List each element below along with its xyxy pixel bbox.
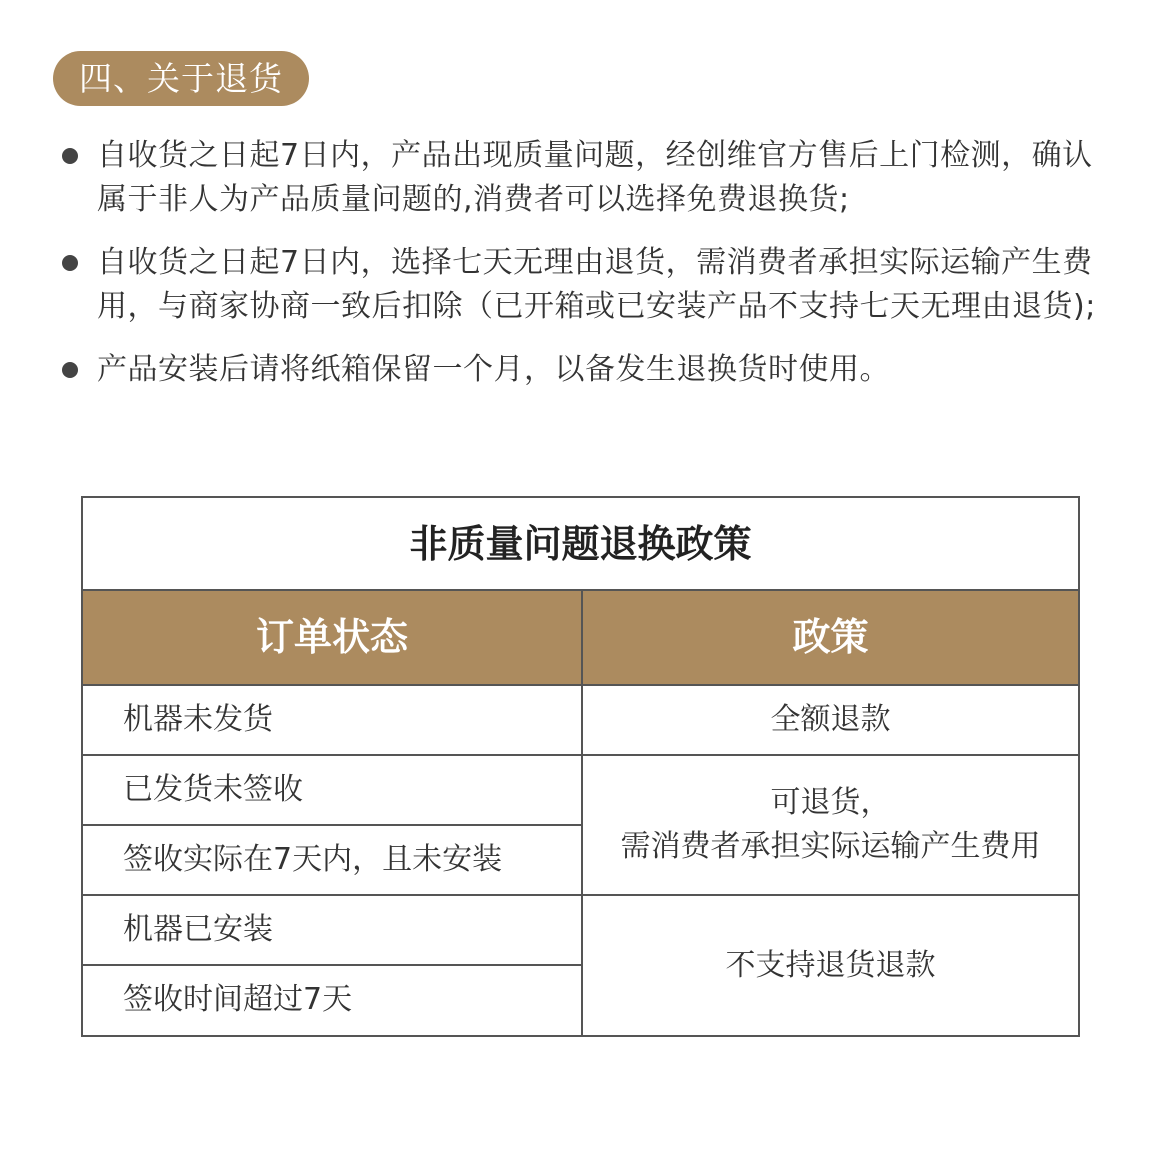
return-policy-list <box>60 134 1100 411</box>
table-cell-status: 签收时间超过7天 <box>123 982 353 1017</box>
policy-line: 全额退款 <box>770 702 891 737</box>
list-item <box>60 348 1100 392</box>
list-item-text: 自收货之日起7日内，选择七天无理由退货，需消费者承担实际运输产生费用，与商家协商一致后扣除（已开箱或已安装产品不支持七天无理由退货); <box>97 245 1096 324</box>
table-cell-policy <box>583 896 1078 1035</box>
table-cell-status: 签收实际在7天内，且未安装 <box>83 826 581 896</box>
table-cell-status: 已发货未签收 <box>83 756 581 826</box>
table-cell-status: 机器未发货 <box>83 686 581 756</box>
list-item-text: 产品安装后请将纸箱保留一个月，以备发生退换货时使用。 <box>97 352 890 387</box>
list-item <box>60 241 1100 329</box>
list-item <box>60 134 1100 222</box>
section-title: 四、关于退货 <box>79 59 283 98</box>
policy-line: 不支持退货退款 <box>725 947 936 983</box>
policy-text <box>621 781 1041 869</box>
bullet-dot-icon <box>62 255 78 271</box>
section-title-badge <box>53 51 309 106</box>
policy-text <box>726 944 936 988</box>
table-cell-status: 机器已安装 <box>83 896 581 966</box>
table-cell-policy <box>583 686 1078 756</box>
header-policy: 政策 <box>792 615 869 659</box>
policy-line: 需消费者承担实际运输产生费用 <box>620 829 1041 864</box>
table-cell-policy <box>583 756 1078 896</box>
header-order-status: 订单状态 <box>255 615 408 659</box>
list-item-text: 自收货之日起7日内，产品出现质量问题，经创维官方售后上门检测，确认属于非人为产品质量问题的,消费者可以选择免费退换货; <box>97 138 1093 217</box>
policy-text <box>771 698 891 742</box>
policy-line: 可退货， <box>770 785 891 820</box>
bullet-dot-icon <box>62 362 78 378</box>
table-title: 非质量问题退换政策 <box>83 498 1078 591</box>
policy-table <box>81 496 1080 1037</box>
bullet-dot-icon <box>62 148 78 164</box>
